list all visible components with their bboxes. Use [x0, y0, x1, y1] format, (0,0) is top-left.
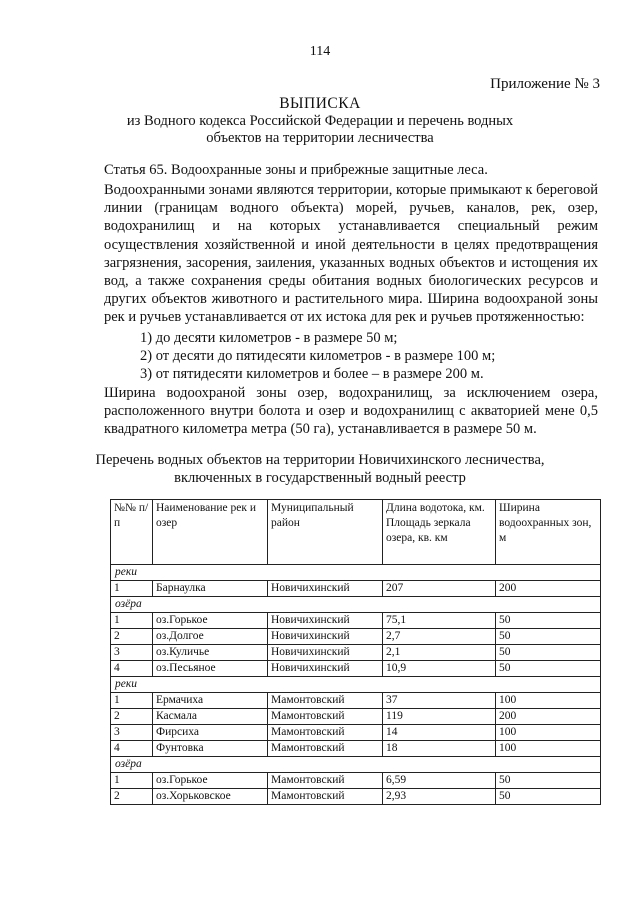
- table-title: [0, 452, 640, 487]
- group-label: озёра: [111, 757, 601, 773]
- group-row: [111, 597, 601, 613]
- cell-length: 37: [383, 693, 496, 709]
- cell-length: 10,9: [383, 661, 496, 677]
- cell-name: оз.Горькое: [153, 613, 268, 629]
- header-zone-width: Ширина водоохранных зон, м: [496, 500, 601, 565]
- cell-name: оз.Долгое: [153, 629, 268, 645]
- cell-district: Мамонтовский: [268, 741, 383, 757]
- cell-name: Барнаулка: [153, 581, 268, 597]
- header-number: №№ п/п: [111, 500, 153, 565]
- cell-width: 50: [496, 613, 601, 629]
- cell-name: Фунтовка: [153, 741, 268, 757]
- cell-district: Мамонтовский: [268, 773, 383, 789]
- cell-width: 50: [496, 773, 601, 789]
- cell-district: Новичихинский: [268, 629, 383, 645]
- subtitle-line: объектов на территории лесничества: [206, 130, 434, 146]
- cell-district: Мамонтовский: [268, 789, 383, 805]
- group-row: [111, 565, 601, 581]
- group-row: [111, 677, 601, 693]
- appendix-label: Приложение № 3: [490, 76, 600, 92]
- cell-width: 50: [496, 789, 601, 805]
- table-row: [111, 613, 601, 629]
- document-heading: ВЫПИСКА: [279, 95, 361, 112]
- cell-length: 2,7: [383, 629, 496, 645]
- cell-name: оз.Куличье: [153, 645, 268, 661]
- cell-name: Фирсиха: [153, 725, 268, 741]
- cell-name: оз.Горькое: [153, 773, 268, 789]
- table-title-line: Перечень водных объектов на территории Новичихинского лесничества,: [95, 452, 545, 468]
- cell-name: Касмала: [153, 709, 268, 725]
- cell-number: 3: [111, 645, 153, 661]
- table-row: [111, 773, 601, 789]
- cell-length: 6,59: [383, 773, 496, 789]
- cell-name: оз.Хорьковское: [153, 789, 268, 805]
- cell-length: 18: [383, 741, 496, 757]
- list-item: 3) от пятидесяти километров и более – в размере 200 м.: [140, 366, 484, 382]
- cell-width: 100: [496, 693, 601, 709]
- table-row: [111, 741, 601, 757]
- article-title: Статья 65. Водоохранные зоны и прибрежные защитные леса.: [104, 162, 488, 178]
- document-subtitle: [0, 113, 640, 147]
- cell-width: 50: [496, 645, 601, 661]
- table-row: [111, 709, 601, 725]
- cell-number: 3: [111, 725, 153, 741]
- cell-district: Новичихинский: [268, 581, 383, 597]
- cell-length: 207: [383, 581, 496, 597]
- table-header-row: [111, 500, 601, 565]
- cell-number: 4: [111, 741, 153, 757]
- cell-number: 1: [111, 773, 153, 789]
- table-row: [111, 789, 601, 805]
- cell-number: 2: [111, 709, 153, 725]
- cell-length: 2,1: [383, 645, 496, 661]
- water-objects-table: [110, 499, 601, 805]
- cell-width: 200: [496, 709, 601, 725]
- header-district: Муниципальный район: [268, 500, 383, 565]
- cell-name: Ермачиха: [153, 693, 268, 709]
- cell-number: 1: [111, 613, 153, 629]
- cell-district: Мамонтовский: [268, 725, 383, 741]
- table-row: [111, 693, 601, 709]
- cell-length: 14: [383, 725, 496, 741]
- cell-number: 1: [111, 581, 153, 597]
- cell-number: 2: [111, 789, 153, 805]
- list-item: 2) от десяти до пятидесяти километров - в размере 100 м;: [140, 348, 496, 364]
- table-row: [111, 645, 601, 661]
- cell-width: 200: [496, 581, 601, 597]
- cell-number: 1: [111, 693, 153, 709]
- cell-number: 4: [111, 661, 153, 677]
- page-number: 114: [309, 44, 331, 59]
- subtitle-line: из Водного кодекса Российской Федерации и перечень водных: [126, 113, 514, 129]
- table-row: [111, 725, 601, 741]
- table-row: [111, 661, 601, 677]
- cell-width: 50: [496, 629, 601, 645]
- cell-width: 100: [496, 741, 601, 757]
- group-label: реки: [111, 565, 601, 581]
- list-item: 1) до десяти километров - в размере 50 м;: [140, 330, 398, 346]
- group-row: [111, 757, 601, 773]
- cell-length: 2,93: [383, 789, 496, 805]
- table-title-line: включенных в государственный водный реестр: [174, 469, 466, 486]
- table-row: [111, 581, 601, 597]
- cell-length: 75,1: [383, 613, 496, 629]
- cell-district: Новичихинский: [268, 613, 383, 629]
- header-length-area: Длина водотока, км. Площадь зеркала озера, кв. км: [383, 500, 496, 565]
- cell-width: 100: [496, 725, 601, 741]
- table-row: [111, 629, 601, 645]
- cell-width: 50: [496, 661, 601, 677]
- cell-district: Новичихинский: [268, 645, 383, 661]
- cell-number: 2: [111, 629, 153, 645]
- cell-district: Мамонтовский: [268, 709, 383, 725]
- header-name: Наименование рек и озер: [153, 500, 268, 565]
- paragraph-lake-zones: Ширина водоохраной зоны озер, водохранилищ, за исключением озера, расположенного внутри болота и озер и водохранилищ с акваторией мене 0,5 квадратного километра метра (50 га), устанавливается в размере 50 м.: [104, 385, 598, 438]
- cell-district: Новичихинский: [268, 661, 383, 677]
- paragraph-water-protection-zones: Водоохранными зонами являются территории, которые примыкают к береговой линии (границам водного объекта) морей, ручьев, каналов, рек, озер, водохранилищ и на которых устанавливается специальный режим осуществления хозяйственной и иной деятельности в целях предотвращения загрязнения, засорения, заиления, указанных водных объектов и истощения их вод, а также сохранения среды обитания водных биологических ресурсов и других объектов животного и растительного мира. Ширина водоохраной зоны рек и ручьев устанавливается от их истока для рек и ручьев протяженностью:: [104, 182, 598, 326]
- group-label: озёра: [111, 597, 601, 613]
- group-label: реки: [111, 677, 601, 693]
- cell-length: 119: [383, 709, 496, 725]
- cell-name: оз.Песьяное: [153, 661, 268, 677]
- cell-district: Мамонтовский: [268, 693, 383, 709]
